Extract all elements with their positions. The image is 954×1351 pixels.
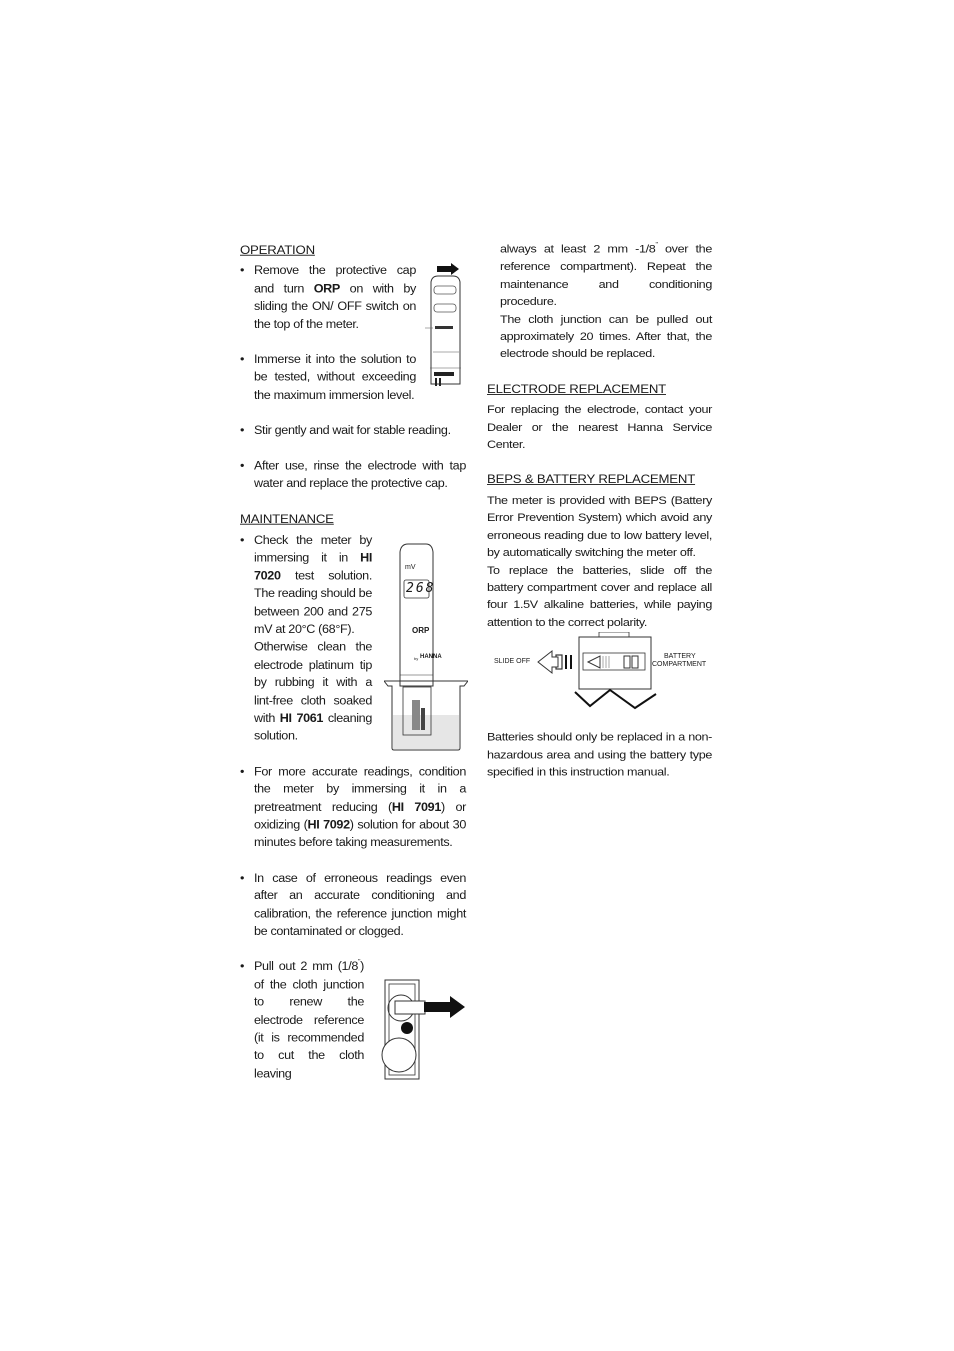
battery-replacement-heading: BEPS & BATTERY REPLACEMENT [487,472,696,487]
unit-label: mV [405,564,416,571]
model-label: ORP [412,626,430,635]
operation-heading: OPERATION [240,242,315,257]
maintenance-step-1: • Check the meter by immersing it in HI 7020 test solution. The reading should be between 200 and 275 mV at 20°C (68°F). Otherwise clean the electrode platinum tip by rubbing it with a lint-free cloth soaked with HI 7061 cleaning solution. [240,532,372,746]
slide-off-label: SLIDE OFF [494,658,531,665]
pen-meter-on-off-illustration [425,262,470,392]
battery-replace-text: To replace the batteries, slide off the battery compartment cover and replace all four 1.5V alkaline batteries, while paying attention to the correct polarity. [487,563,712,629]
operation-step-4: • After use, rinse the electrode with tap water and replace the protective cap. [240,457,466,493]
maintenance-step-2: • For more accurate readings, condition the meter by immersing it in a pretreatment reducing (HI 7091) or oxidizing (HI 7092) solution for about 30 minutes before taking measurements. [240,763,466,852]
brand-prefix: by [414,656,419,661]
operation-step-2: • Immerse it into the solution to be tested, without exceeding the maximum immersion level. [240,351,416,404]
operation-step-3: • Stir gently and wait for stable reading. [240,422,466,440]
battery-warning-text: Batteries should only be replaced in a non-hazardous area and using the battery type specified in this instruction manual. [487,730,712,779]
maintenance-step-3: • In case of erroneous readings even after an accurate conditioning and calibration, the reference junction might be contaminated or clogged. [240,870,466,941]
beps-text: The meter is provided with BEPS (Battery Error Prevention System) which avoid any erroneous reading due to low battery level, by automatically switching the meter off. [487,493,712,559]
maintenance-step-4: • Pull out 2 mm (1/8") of the cloth junction to renew the electrode reference (it is recommended to cut the cloth leaving [240,958,364,1083]
cloth-junction-note: The cloth junction can be pulled out approximately 20 times. After that, the electrode should be replaced. [500,312,712,361]
electrode-replacement-heading: ELECTRODE REPLACEMENT [487,382,666,396]
electrode-replacement-text: For replacing the electrode, contact your Dealer or the nearest Hanna Service Center. [487,403,712,451]
meter-in-beaker-illustration [384,540,468,752]
operation-step-1: • Remove the protective cap and turn ORP on with by sliding the ON/ OFF switch on the top of the meter. [240,262,416,333]
maintenance-continued: always at least 2 mm -1/8" over the reference compartment). Repeat the maintenance and conditioning procedure. The cloth junction can be pulled out approximately 20 times. After that, the electrode should be replaced. [487,241,712,363]
cloth-junction-illustration [380,978,466,1082]
lcd-reading: 268 [406,581,436,596]
battery-compartment-illustration [490,632,714,712]
brand-label: HANNA [420,654,442,660]
battery-compartment-label-1: BATTERY [664,653,696,660]
maintenance-heading: MAINTENANCE [240,512,334,527]
battery-compartment-label-2: COMPARTMENT [652,661,707,668]
